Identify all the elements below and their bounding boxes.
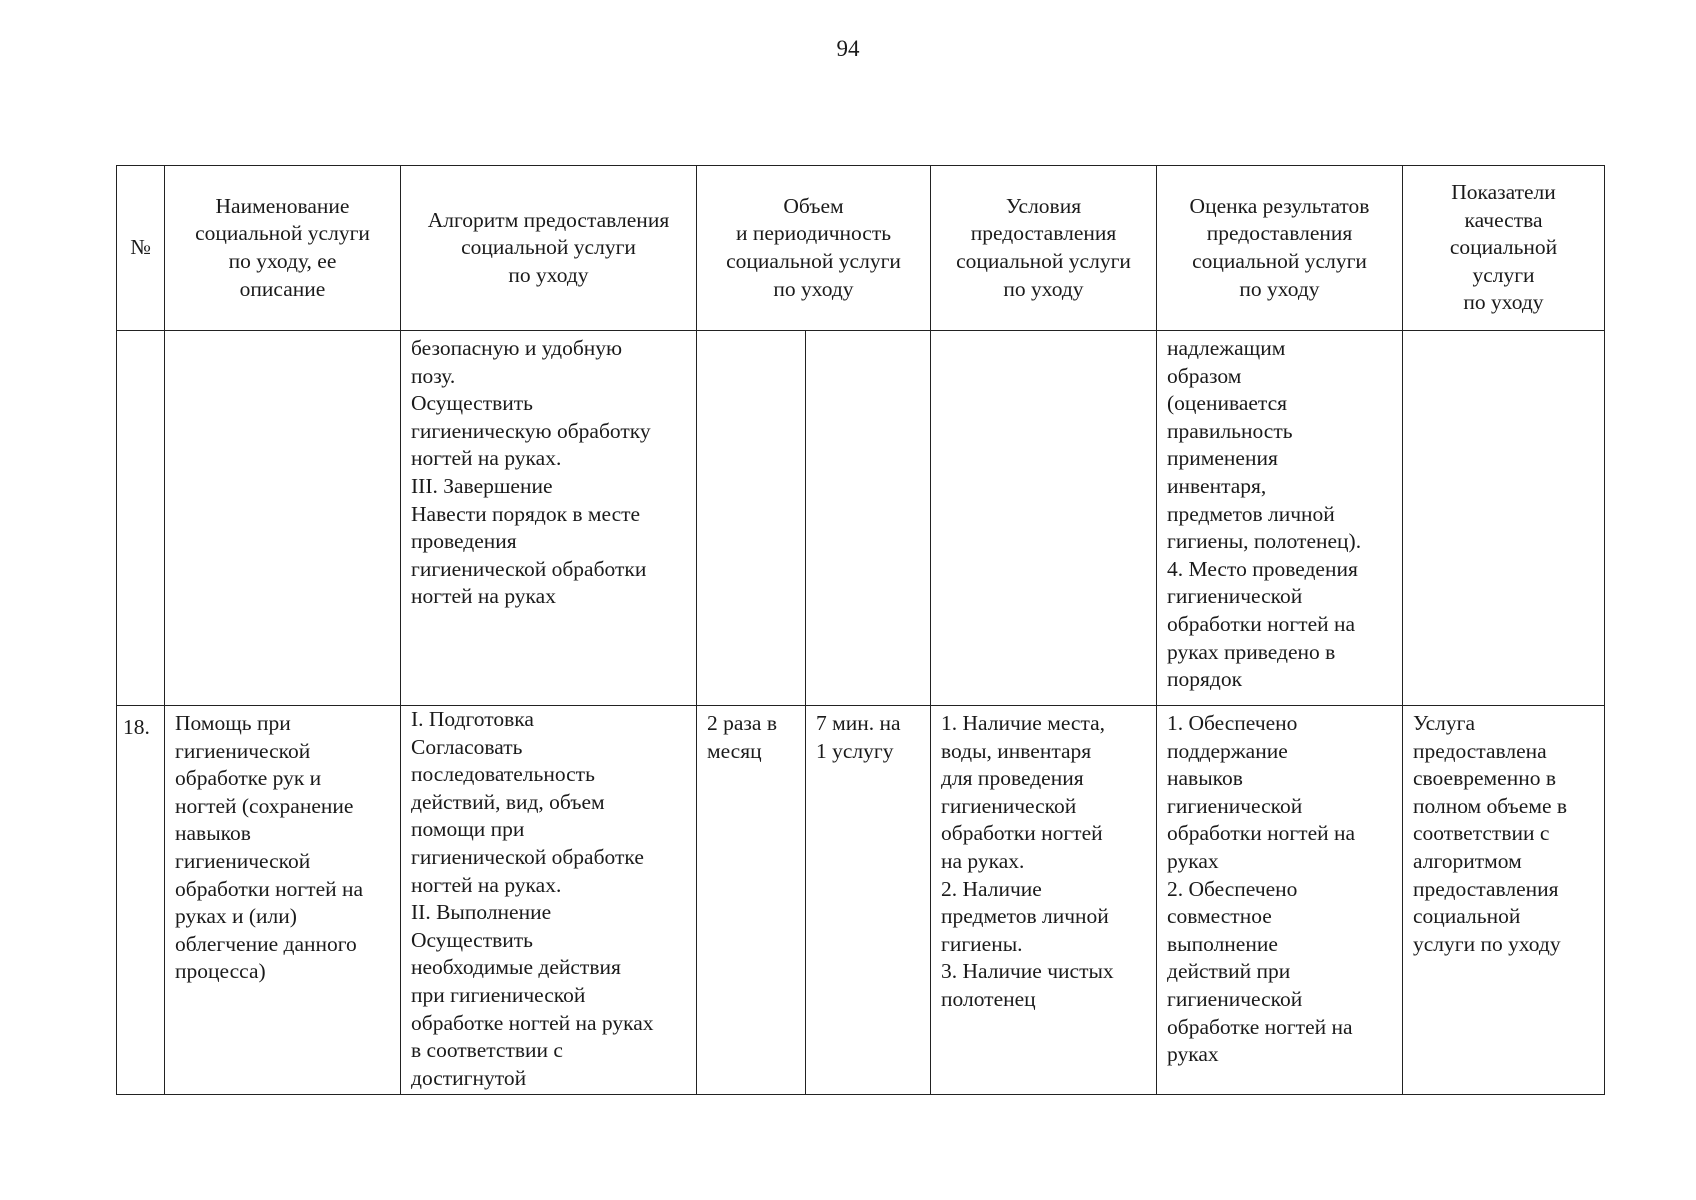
header-name	[165, 166, 401, 331]
cell-conditions	[931, 706, 1157, 1095]
cell-name-text: Помощь при гигиенической обработке рук и ногтей (сохранение навыков гигиенической обработки ногтей на руках и (или) облегчение данного процесса)	[175, 711, 364, 984]
table-row	[117, 706, 1605, 1095]
table-row	[117, 331, 1605, 706]
cell-volume-duration	[806, 331, 931, 706]
cell-indicators-text	[1403, 331, 1604, 337]
cell-algorithm-text: I. Подготовка Согласовать последовательность действий, вид, объем помощи при гигиенической обработке ногтей на руках. II. Выполнение Осуществить необходимые действия при гигиенической обработке ногтей на руках в соответствии с достигнутой	[411, 707, 654, 1090]
cell-evaluation	[1157, 331, 1403, 706]
cell-indicators	[1403, 331, 1605, 706]
cell-algorithm-text: безопасную и удобную позу. Осуществить гигиеническую обработку ногтей на руках. III. Завершение Навести порядок в месте проведения гигиенической обработки ногтей на руках	[411, 336, 651, 609]
cell-indicators	[1403, 706, 1605, 1095]
cell-num	[117, 331, 165, 706]
header-evaluation	[1157, 166, 1403, 331]
header-conditions-text: Условия предоставления социальной услуги по уходу	[956, 193, 1131, 301]
cell-num-text	[117, 331, 164, 339]
cell-conditions-text: 1. Наличие места, воды, инвентаря для проведения гигиенической обработки ногтей на руках. 2. Наличие предметов личной гигиены. 3. Наличие чистых полотенец	[941, 711, 1114, 1011]
header-conditions	[931, 166, 1157, 331]
header-evaluation-text: Оценка результатов предоставления социальной услуги по уходу	[1189, 193, 1370, 301]
cell-evaluation-text: надлежащим образом (оценивается правильность применения инвентаря, предметов личной гигиены, полотенец). 4. Место проведения гигиенической обработки ногтей на руках приведено в порядок	[1167, 336, 1362, 692]
cell-algorithm	[401, 331, 697, 706]
cell-conditions	[931, 331, 1157, 706]
header-algorithm-text: Алгоритм предоставления социальной услуги по уходу	[427, 207, 670, 287]
header-num: №	[117, 166, 165, 331]
cell-volume-duration-text: 7 мин. на 1 услугу	[816, 711, 901, 763]
cell-volume-frequency-text: 2 раза в месяц	[707, 711, 777, 763]
cell-volume-frequency	[697, 706, 806, 1095]
header-algorithm	[401, 166, 697, 331]
cell-name-text	[165, 331, 400, 337]
cell-evaluation	[1157, 706, 1403, 1095]
header-name-text: Наименование социальной услуги по уходу, ее описание	[195, 193, 370, 301]
cell-algorithm	[401, 706, 697, 1095]
services-table	[116, 165, 1605, 1095]
header-row	[117, 166, 1605, 331]
header-indicators	[1403, 166, 1605, 331]
cell-name	[165, 331, 401, 706]
cell-volume-frequency-text	[697, 331, 805, 337]
cell-volume-frequency	[697, 331, 806, 706]
cell-volume-duration	[806, 706, 931, 1095]
header-indicators-text: Показатели качества социальной услуги по уходу	[1449, 180, 1558, 315]
header-volume-text: Объем и периодичность социальной услуги по уходу	[726, 193, 901, 301]
cell-num-text: 18.	[123, 715, 150, 739]
cell-evaluation-text: 1. Обеспечено поддержание навыков гигиенической обработки ногтей на руках 2. Обеспечено совместное выполнение действий при гигиенической обработке ногтей на руках	[1167, 711, 1356, 1067]
cell-conditions-text	[931, 331, 1156, 337]
cell-volume-duration-text	[806, 331, 930, 337]
header-volume	[697, 166, 931, 331]
cell-indicators-text: Услуга предоставлена своевременно в полном объеме в соответствии с алгоритмом предоставления социальной услуги по уходу	[1413, 711, 1568, 956]
page-number: 94	[836, 36, 860, 61]
cell-num	[117, 706, 165, 1095]
cell-name	[165, 706, 401, 1095]
